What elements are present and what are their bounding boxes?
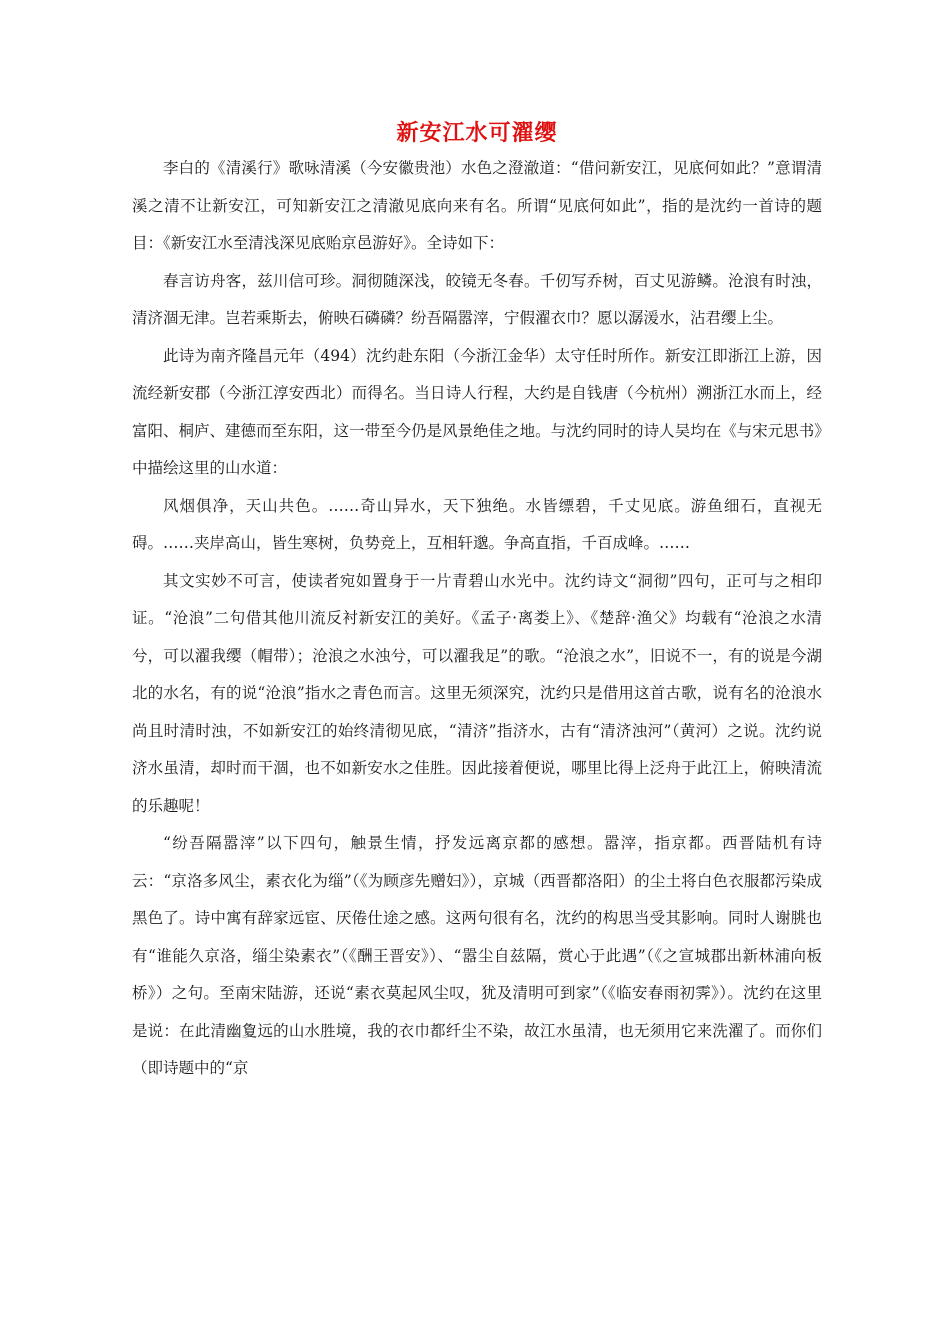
document-title: 新安江水可濯缨 [396, 121, 558, 146]
paragraph-quote: 风烟俱净，天山共色。……奇山异水，天下独绝。水皆缥碧，千丈见底。游鱼细石，直视无碍。……夹岸高山，皆生寒树，负势竞上，互相轩邈。争高直指，千百成峰。…… [132, 496, 822, 552]
document-page [132, 118, 822, 1088]
paragraph-analysis-2: “纷吾隔嚣滓”以下四句，触景生情，抒发远离京都的感想。嚣滓，指京都。西晋陆机有诗云：“京洛多风尘，素衣化为缁”（《为顾彦先赠妇》），京城（西晋都洛阳）的尘土将白色衣服都污染成黑色了。诗中寓有辞家远宦、厌倦仕途之感。这两句很有名，沈约的构思当受其影响。同时人谢朓也有“谁能久京洛，缁尘染素衣”（《酬王晋安》）、“嚣尘自兹隔，赏心于此遇”（《之宣城郡出新林浦向板桥》）之句。至南宋陆游，还说“素衣莫起风尘叹，犹及清明可到家”（《临安春雨初霁》）。沈约在这里是说：在此清幽夐远的山水胜境，我的衣巾都纤尘不染，故江水虽清，也无须用它来洗濯了。而你们（即诗题中的“京 [132, 834, 822, 1077]
paragraph-poem: 春言访舟客，兹川信可珍。洞彻随深浅，皎镜无冬春。千仞写乔树，百丈见游鳞。沧浪有时浊，清济涸无津。岂若乘斯去，俯映石磷磷？纷吾隔嚣滓，宁假濯衣巾？愿以潺湲水，沾君缨上尘。 [132, 271, 822, 327]
paragraph-intro: 李白的《清溪行》歌咏清溪（今安徽贵池）水色之澄澈道：“借问新安江，见底何如此？”意谓清溪之清不让新安江，可知新安江之清澈见底向来有名。所谓“见底何如此”，指的是沈约一首诗的题目：《新安江水至清浅深见底贻京邑游好》。全诗如下： [132, 159, 822, 252]
paragraph-background: 此诗为南齐隆昌元年（494）沈约赴东阳（今浙江金华）太守任时所作。新安江即浙江上游，因流经新安郡（今浙江淳安西北）而得名。当日诗人行程，大约是自钱唐（今杭州）溯浙江水而上，经富阳、桐庐、建德而至东阳，这一带至今仍是风景绝佳之地。与沈约同时的诗人吴均在《与宋元思书》中描绘这里的山水道： [132, 346, 822, 477]
paragraph-analysis: 其文实妙不可言，使读者宛如置身于一片青碧山水光中。沈约诗文“洞彻”四句，正可与之相印证。“沧浪”二句借其他川流反衬新安江的美好。《孟子·离娄上》、《楚辞·渔父》均载有“沧浪之水清兮，可以濯我缨（帽带）；沧浪之水浊兮，可以濯我足”的歌。“沧浪之水”，旧说不一，有的说是今湖北的水名，有的说“沧浪”指水之青色而言。这里无须深究，沈约只是借用这首古歌，说有名的沧浪水尚且时清时浊，不如新安江的始终清彻见底，“清济”指济水，古有“清济浊河”（黄河）之说。沈约说济水虽清，却时而干涸，也不如新安水之佳胜。因此接着便说，哪里比得上泛舟于此江上，俯映清流的乐趣呢！ [132, 571, 822, 815]
